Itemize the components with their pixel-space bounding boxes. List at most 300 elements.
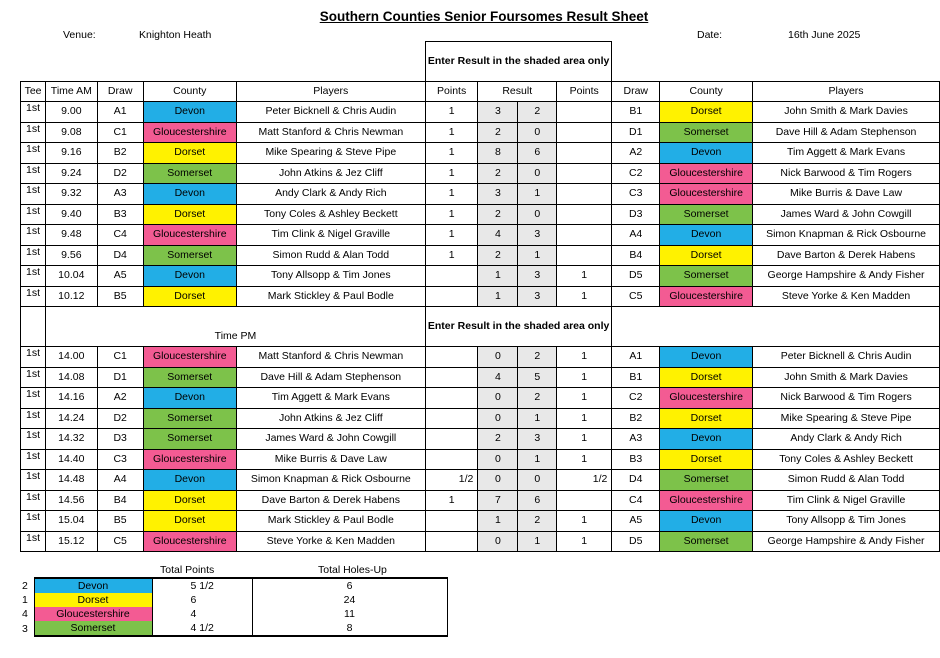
- result-cell[interactable]: 7: [478, 490, 518, 511]
- total-points-header: Total Points: [160, 564, 215, 576]
- tee-cell: 1st: [21, 531, 46, 552]
- players-cell: John Smith & Mark Davies: [753, 102, 940, 123]
- county-cell: Somerset: [660, 470, 753, 491]
- draw-cell: D3: [97, 429, 143, 450]
- points-cell[interactable]: 1: [425, 163, 477, 184]
- players-header: Players: [236, 81, 425, 102]
- county-cell: Dorset: [660, 367, 753, 388]
- result-cell[interactable]: 1: [518, 449, 557, 470]
- points-cell[interactable]: 1: [557, 286, 612, 307]
- result-cell[interactable]: 1: [478, 511, 518, 532]
- date-value: 16th June 2025: [788, 29, 861, 41]
- players-cell: John Atkins & Jez Cliff: [236, 408, 425, 429]
- time-cell: 9.24: [46, 163, 97, 184]
- summary-county-cell: Dorset: [34, 593, 152, 607]
- result-header: Result: [478, 81, 557, 102]
- draw-cell: D4: [97, 245, 143, 266]
- county-cell: Gloucestershire: [143, 449, 236, 470]
- time-cell: 10.12: [46, 286, 97, 307]
- result-cell[interactable]: 3: [478, 184, 518, 205]
- players-cell: Dave Hill & Adam Stephenson: [236, 367, 425, 388]
- summary-county-cell: Devon: [34, 578, 152, 593]
- am_rows-row: [21, 122, 940, 143]
- draw-cell: A5: [97, 266, 143, 287]
- players-cell: Andy Clark & Andy Rich: [236, 184, 425, 205]
- draw-cell: D4: [612, 470, 660, 491]
- county-cell: Gloucestershire: [143, 122, 236, 143]
- points-cell[interactable]: [557, 204, 612, 225]
- summary-row: [20, 607, 447, 621]
- result-cell[interactable]: 0: [518, 204, 557, 225]
- date-label: Date:: [697, 29, 723, 41]
- players-cell: Tony Coles & Ashley Beckett: [753, 449, 940, 470]
- time-cell: 14.00: [46, 347, 97, 368]
- draw-cell: C1: [97, 347, 143, 368]
- cell: [612, 327, 940, 347]
- players-header: Players: [753, 81, 940, 102]
- points-cell[interactable]: [425, 408, 477, 429]
- rank-cell: 1: [22, 594, 28, 606]
- am_rows-row: [21, 286, 940, 307]
- result-cell[interactable]: 2: [478, 429, 518, 450]
- draw-cell: B5: [97, 511, 143, 532]
- draw-cell: A3: [97, 184, 143, 205]
- result-cell[interactable]: 2: [478, 245, 518, 266]
- draw-cell: C3: [612, 184, 660, 205]
- draw-cell: B2: [612, 408, 660, 429]
- draw-cell: D2: [97, 163, 143, 184]
- tee-cell: 1st: [21, 225, 46, 246]
- county-cell: Devon: [143, 102, 236, 123]
- result-cell[interactable]: 0: [478, 470, 518, 491]
- pm_rows-row: [21, 429, 940, 450]
- pm_rows-row: [21, 347, 940, 368]
- summary-holes-cell: 8: [252, 621, 447, 636]
- draw-cell: D2: [97, 408, 143, 429]
- summary-county-cell: Somerset: [34, 621, 152, 636]
- time-cell: 9.32: [46, 184, 97, 205]
- time-cell: 10.04: [46, 266, 97, 287]
- county-cell: Somerset: [143, 408, 236, 429]
- players-cell: Nick Barwood & Tim Rogers: [753, 163, 940, 184]
- draw-cell: D3: [612, 204, 660, 225]
- tee-cell: 1st: [21, 449, 46, 470]
- result-cell[interactable]: 3: [518, 225, 557, 246]
- time-cell: 9.16: [46, 143, 97, 164]
- players-cell: Andy Clark & Andy Rich: [753, 429, 940, 450]
- draw-cell: B4: [612, 245, 660, 266]
- county-cell: Dorset: [660, 449, 753, 470]
- draw-cell: C4: [97, 225, 143, 246]
- players-cell: Tim Aggett & Mark Evans: [236, 388, 425, 409]
- pm_rows-row: [21, 408, 940, 429]
- am_rows-row: [21, 204, 940, 225]
- players-cell: Steve Yorke & Ken Madden: [753, 286, 940, 307]
- draw-cell: B5: [97, 286, 143, 307]
- result-cell[interactable]: 4: [478, 367, 518, 388]
- total-holes-header: Total Holes-Up: [318, 564, 387, 576]
- draw-cell: A4: [612, 225, 660, 246]
- county-cell: Somerset: [660, 122, 753, 143]
- venue-value: Knighton Heath: [139, 29, 212, 41]
- summary-row: [20, 593, 447, 607]
- am_rows-row: [21, 266, 940, 287]
- time-cell: 9.08: [46, 122, 97, 143]
- draw-cell: C2: [612, 388, 660, 409]
- points-cell[interactable]: [557, 245, 612, 266]
- county-cell: Devon: [143, 388, 236, 409]
- cell: [612, 307, 940, 327]
- county-cell: Devon: [660, 143, 753, 164]
- pm_rows-row: [21, 367, 940, 388]
- result-cell[interactable]: 1: [518, 408, 557, 429]
- tee-cell: 1st: [21, 143, 46, 164]
- summary-points-cell: 4: [152, 607, 252, 621]
- time-cell: 14.24: [46, 408, 97, 429]
- summary-row: [20, 621, 447, 636]
- points-header: Points: [557, 81, 612, 102]
- points-cell[interactable]: [425, 429, 477, 450]
- result-cell[interactable]: 1: [478, 266, 518, 287]
- points-cell[interactable]: 1: [425, 143, 477, 164]
- time-cell: 9.56: [46, 245, 97, 266]
- cell: [20, 563, 34, 578]
- points-cell[interactable]: 1: [425, 102, 477, 123]
- players-cell: Dave Barton & Derek Habens: [236, 490, 425, 511]
- county-cell: Devon: [143, 470, 236, 491]
- result-cell[interactable]: 2: [478, 122, 518, 143]
- points-cell[interactable]: 1: [425, 122, 477, 143]
- cell: [612, 61, 940, 81]
- tee-cell: 1st: [21, 388, 46, 409]
- tee-header: Tee: [21, 81, 46, 102]
- draw-cell: A4: [97, 470, 143, 491]
- points-cell[interactable]: [425, 531, 477, 552]
- tee-cell: 1st: [21, 204, 46, 225]
- summary-row: [20, 578, 447, 593]
- tee-cell: 1st: [21, 122, 46, 143]
- time-pm-header: Time PM: [46, 327, 426, 347]
- players-cell: Tony Allsopp & Tim Jones: [236, 266, 425, 287]
- points-cell[interactable]: [557, 102, 612, 123]
- points-cell[interactable]: 1/2: [425, 470, 477, 491]
- result-cell[interactable]: 1: [518, 184, 557, 205]
- pm_rows-row: [21, 531, 940, 552]
- draw-cell: C1: [97, 122, 143, 143]
- players-cell: George Hampshire & Andy Fisher: [753, 266, 940, 287]
- points-cell[interactable]: 1: [557, 266, 612, 287]
- time-cell: 14.08: [46, 367, 97, 388]
- result-cell[interactable]: 0: [518, 122, 557, 143]
- draw-cell: A3: [612, 429, 660, 450]
- draw-cell: D5: [612, 266, 660, 287]
- county-header: County: [660, 81, 753, 102]
- result-cell[interactable]: 6: [518, 143, 557, 164]
- county-cell: Gloucestershire: [143, 225, 236, 246]
- tee-cell: 1st: [21, 490, 46, 511]
- result-cell[interactable]: 1: [478, 286, 518, 307]
- time-cell: 9.48: [46, 225, 97, 246]
- county-cell: Dorset: [143, 143, 236, 164]
- county-cell: Dorset: [143, 490, 236, 511]
- players-cell: Matt Stanford & Chris Newman: [236, 347, 425, 368]
- county-cell: Devon: [660, 347, 753, 368]
- summary-holes-cell: 11: [252, 607, 447, 621]
- draw-cell: A1: [612, 347, 660, 368]
- tee-cell: 1st: [21, 163, 46, 184]
- players-cell: Mike Burris & Dave Law: [753, 184, 940, 205]
- points-cell[interactable]: 1: [557, 511, 612, 532]
- tee-cell: 1st: [21, 286, 46, 307]
- time-cell: 15.04: [46, 511, 97, 532]
- county-cell: Dorset: [660, 245, 753, 266]
- cell: [21, 61, 426, 81]
- players-cell: James Ward & John Cowgill: [753, 204, 940, 225]
- points-cell[interactable]: 1/2: [557, 470, 612, 491]
- points-cell[interactable]: [425, 388, 477, 409]
- rank-cell: 4: [22, 608, 28, 620]
- players-cell: Tim Aggett & Mark Evans: [753, 143, 940, 164]
- result-cell[interactable]: 2: [518, 388, 557, 409]
- am_rows-row: [21, 245, 940, 266]
- county-cell: Somerset: [143, 245, 236, 266]
- result-cell[interactable]: 2: [518, 347, 557, 368]
- county-cell: Dorset: [660, 102, 753, 123]
- county-cell: Gloucestershire: [660, 490, 753, 511]
- pm_rows-row: [21, 470, 940, 491]
- county-cell: Devon: [660, 225, 753, 246]
- pm_rows-row: [21, 449, 940, 470]
- players-cell: Mike Spearing & Steve Pipe: [753, 408, 940, 429]
- am_rows-row: [21, 143, 940, 164]
- tee-cell: 1st: [21, 470, 46, 491]
- time-cell: 14.48: [46, 470, 97, 491]
- county-cell: Dorset: [143, 286, 236, 307]
- time-cell: 9.00: [46, 102, 97, 123]
- points-cell[interactable]: [425, 266, 477, 287]
- points-cell[interactable]: [557, 225, 612, 246]
- players-cell: Peter Bicknell & Chris Audin: [236, 102, 425, 123]
- tee-cell: 1st: [21, 408, 46, 429]
- players-cell: Tim Clink & Nigel Graville: [753, 490, 940, 511]
- summary-points-cell: 5 1/2: [152, 578, 252, 593]
- result-cell[interactable]: 3: [518, 429, 557, 450]
- points-cell[interactable]: [425, 347, 477, 368]
- result-cell[interactable]: 3: [518, 286, 557, 307]
- result-cell[interactable]: 6: [518, 490, 557, 511]
- draw-cell: A2: [97, 388, 143, 409]
- summary-holes-cell: 6: [252, 578, 447, 593]
- result-cell[interactable]: 0: [478, 388, 518, 409]
- points-cell[interactable]: 1: [557, 449, 612, 470]
- points-cell[interactable]: [557, 184, 612, 205]
- draw-header: Draw: [612, 81, 660, 102]
- rank-cell: 2: [22, 579, 28, 592]
- points-cell[interactable]: 1: [557, 408, 612, 429]
- draw-header: Draw: [97, 81, 143, 102]
- pm_rows-row: [21, 490, 940, 511]
- page-title: Southern Counties Senior Foursomes Result Sheet: [319, 9, 649, 24]
- players-cell: John Atkins & Jez Cliff: [236, 163, 425, 184]
- result-cell[interactable]: 0: [518, 470, 557, 491]
- players-cell: Simon Rudd & Alan Todd: [236, 245, 425, 266]
- county-cell: Devon: [143, 184, 236, 205]
- county-cell: Gloucestershire: [143, 347, 236, 368]
- county-cell: Somerset: [660, 204, 753, 225]
- players-cell: John Smith & Mark Davies: [753, 367, 940, 388]
- points-cell[interactable]: [557, 490, 612, 511]
- draw-cell: B3: [612, 449, 660, 470]
- draw-cell: B1: [612, 102, 660, 123]
- draw-cell: B2: [97, 143, 143, 164]
- county-cell: Somerset: [660, 266, 753, 287]
- county-header: County: [143, 81, 236, 102]
- county-cell: Gloucestershire: [660, 184, 753, 205]
- results-table: [20, 41, 940, 552]
- time-cell: 9.40: [46, 204, 97, 225]
- points-cell[interactable]: [425, 367, 477, 388]
- result-cell[interactable]: 2: [518, 511, 557, 532]
- points-cell[interactable]: [425, 286, 477, 307]
- points-cell[interactable]: 1: [425, 245, 477, 266]
- cell: [21, 42, 426, 62]
- summary-points-cell: 4 1/2: [152, 621, 252, 636]
- am_rows-row: [21, 225, 940, 246]
- pm_rows-row: [21, 511, 940, 532]
- points-cell[interactable]: 1: [557, 429, 612, 450]
- points-cell[interactable]: 1: [557, 367, 612, 388]
- tee-cell: 1st: [21, 511, 46, 532]
- draw-cell: C3: [97, 449, 143, 470]
- draw-cell: A5: [612, 511, 660, 532]
- players-cell: Dave Barton & Derek Habens: [753, 245, 940, 266]
- result-cell[interactable]: 8: [478, 143, 518, 164]
- time-cell: 14.56: [46, 490, 97, 511]
- county-cell: Gloucestershire: [660, 163, 753, 184]
- cell: [21, 307, 46, 327]
- header-note-row: [21, 42, 940, 62]
- players-cell: Mark Stickley & Paul Bodle: [236, 511, 425, 532]
- result-cell[interactable]: 3: [478, 102, 518, 123]
- points-cell[interactable]: 1: [425, 490, 477, 511]
- points-cell[interactable]: 1: [425, 225, 477, 246]
- county-cell: Devon: [143, 266, 236, 287]
- points-cell[interactable]: [557, 143, 612, 164]
- cell: [612, 42, 940, 62]
- players-cell: Simon Knapman & Rick Osbourne: [236, 470, 425, 491]
- result-cell[interactable]: 2: [518, 102, 557, 123]
- am_rows-row: [21, 163, 940, 184]
- points-cell[interactable]: [557, 122, 612, 143]
- draw-cell: D5: [612, 531, 660, 552]
- result-cell[interactable]: 1: [518, 245, 557, 266]
- points-cell[interactable]: 1: [557, 388, 612, 409]
- players-cell: Mark Stickley & Paul Bodle: [236, 286, 425, 307]
- players-cell: Nick Barwood & Tim Rogers: [753, 388, 940, 409]
- players-cell: Simon Rudd & Alan Todd: [753, 470, 940, 491]
- tee-cell: 1st: [21, 245, 46, 266]
- result-cell[interactable]: 0: [478, 408, 518, 429]
- pm-note-row: [21, 307, 940, 327]
- shaded-note: Enter Result in the shaded area only: [425, 307, 611, 347]
- players-cell: Tim Clink & Nigel Graville: [236, 225, 425, 246]
- result-cell[interactable]: 4: [478, 225, 518, 246]
- county-cell: Somerset: [143, 163, 236, 184]
- players-cell: Mike Spearing & Steve Pipe: [236, 143, 425, 164]
- draw-cell: A2: [612, 143, 660, 164]
- time-cell: 14.16: [46, 388, 97, 409]
- am_rows-row: [21, 102, 940, 123]
- players-cell: James Ward & John Cowgill: [236, 429, 425, 450]
- draw-cell: C5: [97, 531, 143, 552]
- tee-cell: 1st: [21, 184, 46, 205]
- points-cell[interactable]: [425, 449, 477, 470]
- time-am-header: Time AM: [46, 81, 97, 102]
- players-cell: Dave Hill & Adam Stephenson: [753, 122, 940, 143]
- points-cell[interactable]: 1: [557, 531, 612, 552]
- summary-county-cell: Gloucestershire: [34, 607, 152, 621]
- result-cell[interactable]: 0: [478, 347, 518, 368]
- draw-cell: C2: [612, 163, 660, 184]
- draw-cell: D1: [97, 367, 143, 388]
- county-cell: Dorset: [143, 511, 236, 532]
- summary-table: [20, 563, 448, 637]
- draw-cell: A1: [97, 102, 143, 123]
- result-cell[interactable]: 0: [478, 531, 518, 552]
- cell: [34, 563, 152, 578]
- time-cell: 14.40: [46, 449, 97, 470]
- rank-cell: 3: [22, 622, 28, 635]
- points-cell[interactable]: 1: [425, 204, 477, 225]
- draw-cell: C5: [612, 286, 660, 307]
- tee-cell: 1st: [21, 429, 46, 450]
- players-cell: Matt Stanford & Chris Newman: [236, 122, 425, 143]
- players-cell: Mike Burris & Dave Law: [236, 449, 425, 470]
- county-cell: Somerset: [143, 367, 236, 388]
- result-cell[interactable]: 2: [478, 163, 518, 184]
- summary-holes-cell: 24: [252, 593, 447, 607]
- players-cell: George Hampshire & Andy Fisher: [753, 531, 940, 552]
- pm_rows-row: [21, 388, 940, 409]
- points-cell[interactable]: 1: [557, 347, 612, 368]
- result-cell[interactable]: 0: [478, 449, 518, 470]
- result-cell[interactable]: 5: [518, 367, 557, 388]
- points-header: Points: [425, 81, 477, 102]
- county-cell: Dorset: [660, 408, 753, 429]
- players-cell: Tony Allsopp & Tim Jones: [753, 511, 940, 532]
- draw-cell: B1: [612, 367, 660, 388]
- tee-cell: 1st: [21, 102, 46, 123]
- tee-cell: 1st: [21, 347, 46, 368]
- players-cell: Tony Coles & Ashley Beckett: [236, 204, 425, 225]
- result-cell[interactable]: 0: [518, 163, 557, 184]
- points-cell[interactable]: [557, 163, 612, 184]
- result-cell[interactable]: 2: [478, 204, 518, 225]
- result-cell[interactable]: 3: [518, 266, 557, 287]
- county-cell: Gloucestershire: [660, 286, 753, 307]
- cell: [21, 327, 46, 347]
- tee-cell: 1st: [21, 367, 46, 388]
- tee-cell: 1st: [21, 266, 46, 287]
- county-cell: Devon: [660, 429, 753, 450]
- county-cell: Gloucestershire: [660, 388, 753, 409]
- draw-cell: B4: [97, 490, 143, 511]
- result-cell[interactable]: 1: [518, 531, 557, 552]
- points-cell[interactable]: [425, 511, 477, 532]
- venue-label: Venue:: [63, 29, 96, 41]
- shaded-note: Enter Result in the shaded area only: [425, 42, 611, 82]
- points-cell[interactable]: 1: [425, 184, 477, 205]
